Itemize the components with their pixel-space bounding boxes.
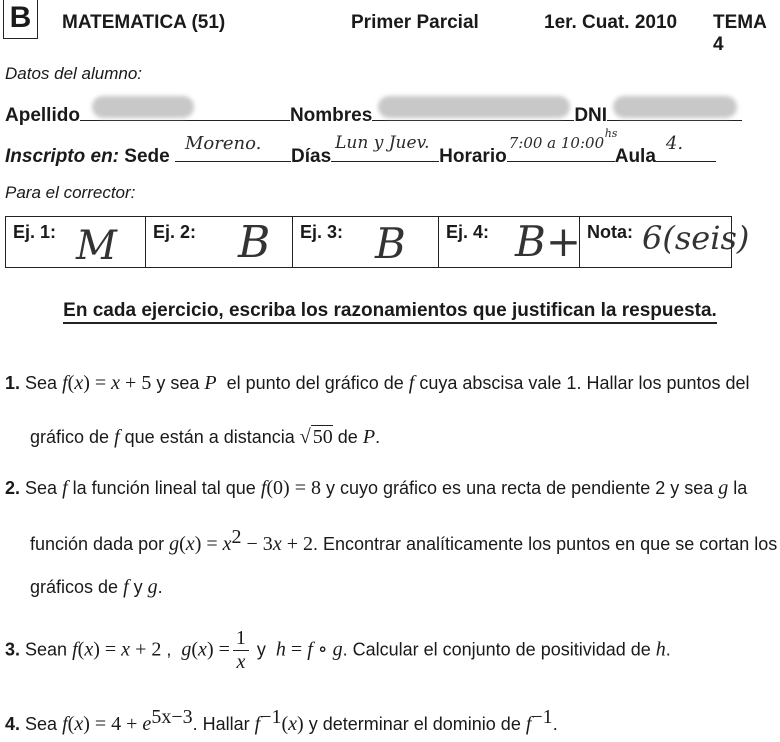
horario-label: Horario — [439, 146, 507, 167]
dias-value: Lun y Juev. — [335, 133, 430, 153]
exercise-number: 1. — [5, 373, 21, 393]
dias-field[interactable] — [331, 133, 439, 162]
horario-value: 7:00 a 10:00 — [508, 134, 605, 152]
dias-label: Días — [291, 146, 332, 167]
redaction-mark — [378, 96, 570, 118]
grade-cell-ej1[interactable] — [6, 217, 146, 268]
grade-cell-ej4[interactable] — [439, 217, 580, 268]
exercise-1-line-1: 1. Sea f(x) = x + 5 y sea P el punto del gráfico de f cuya abscisa vale 1. Hallar los puntos del — [5, 372, 750, 394]
nombres-field[interactable] — [372, 100, 574, 121]
apellido-label: Apellido — [5, 105, 80, 126]
redaction-mark — [613, 96, 737, 118]
instructions-text: En cada ejercicio, escriba los razonamientos que justifican la respuesta. — [0, 300, 780, 322]
grade-table — [5, 216, 750, 269]
term-label: 1er. Cuat. 2010 — [544, 12, 678, 33]
grade-mark: 6(seis) — [642, 219, 750, 257]
tema-label: TEMA 4 — [713, 12, 767, 55]
grade-label: Ej. 3: — [300, 222, 344, 242]
nombres-label: Nombres — [289, 105, 373, 126]
grade-mark: B — [238, 217, 271, 268]
inscripto-label: Inscripto en: — [5, 146, 120, 167]
aula-value: 4. — [665, 133, 684, 154]
grade-mark: B — [375, 219, 406, 268]
exercise-number: 4. — [5, 714, 21, 734]
exercise-number: 2. — [5, 478, 21, 498]
horario-extra: hs — [604, 127, 618, 140]
exercise-4: 4. Sea $f(x) = 4 + e^{5x-3}$. Hallar $f^{-1}(x)$ y determinar el dominio de $f^{-1}$. — [5, 706, 558, 735]
horario-field[interactable] — [507, 127, 618, 162]
sede-value: Moreno. — [185, 133, 262, 154]
grade-mark: M — [76, 223, 117, 269]
exam-title: Primer Parcial — [351, 12, 479, 33]
aula-label: Aula — [614, 146, 656, 167]
exercise-2-line-1: 2. Sea f la función lineal tal que f(0) = 8 y cuyo gráfico es una recta de pendiente 2 y sea g la — [5, 477, 748, 499]
grade-cell-nota[interactable] — [580, 217, 750, 268]
exercise-2-line-3: gráficos de f y g. — [30, 576, 163, 598]
dni-field[interactable] — [607, 100, 742, 121]
exercise-2-line-2: función dada por $g(x) = x^2 - 3x + 2$. Encontrar analíticamente los puntos en que se cortan los — [30, 526, 778, 555]
grade-label: Ej. 1: — [13, 222, 57, 242]
exercise-3: 3. Sean f(x) = x + 2 , g(x) = $\frac{1}{x}$ y h = f ∘ g. Calcular el conjunto de positividad de h. — [5, 627, 671, 673]
student-name-row — [5, 100, 742, 127]
grade-label: Nota: — [587, 222, 633, 242]
sede-field[interactable] — [175, 133, 291, 162]
inscription-row — [5, 127, 716, 168]
apellido-field[interactable] — [80, 100, 290, 121]
redaction-mark — [92, 96, 194, 118]
student-data-heading: Datos del alumno: — [5, 64, 143, 83]
exercise-1-line-2: gráfico de f que están a distancia √ 50 de P. — [30, 426, 381, 448]
aula-field[interactable] — [656, 133, 716, 162]
sede-label: Sede — [124, 146, 170, 167]
grade-mark: B+ — [515, 217, 582, 266]
tema-letter-box: B — [3, 0, 38, 39]
exercise-number: 3. — [5, 639, 21, 660]
course-title: MATEMATICA (51) — [62, 12, 226, 33]
dni-label: DNI — [574, 105, 608, 126]
grade-cell-ej3[interactable] — [293, 217, 439, 268]
corrector-heading: Para el corrector: — [5, 183, 136, 202]
grade-label: Ej. 2: — [153, 222, 197, 242]
grade-cell-ej2[interactable] — [146, 217, 293, 268]
grade-label: Ej. 4: — [446, 222, 490, 242]
